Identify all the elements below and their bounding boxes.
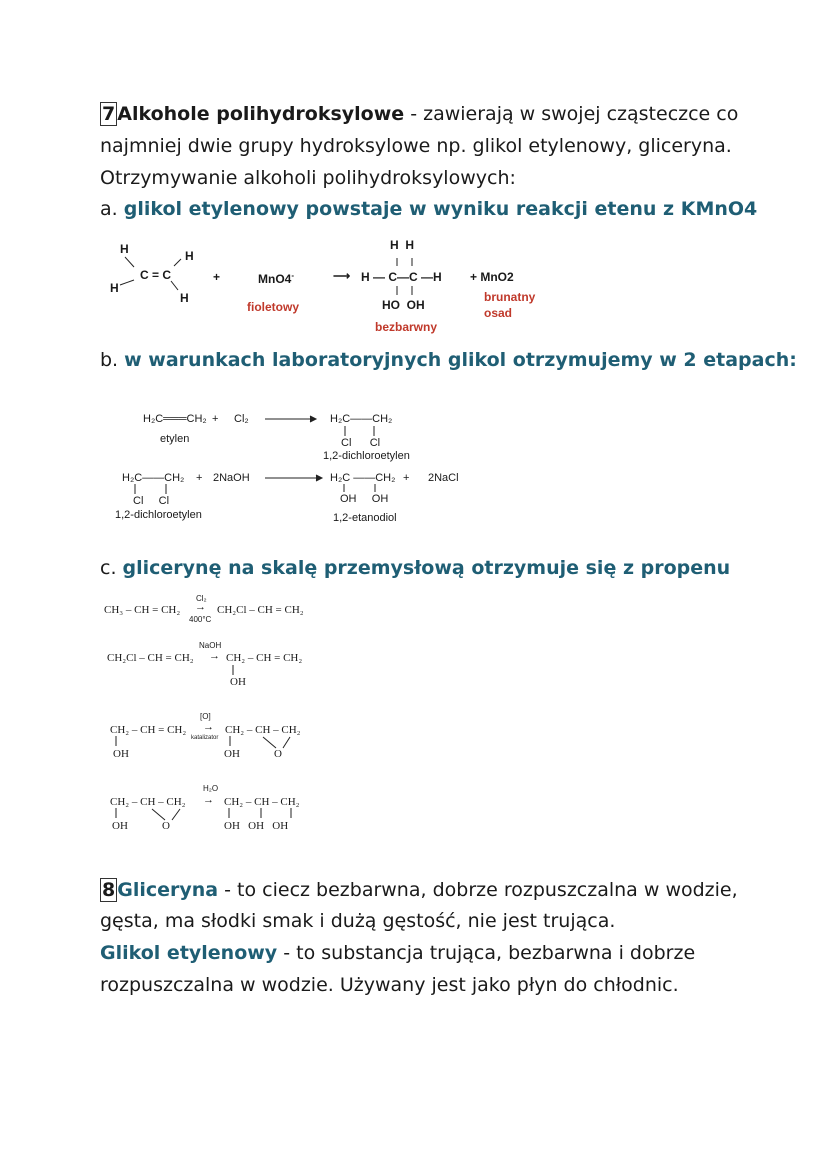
b2-byproduct: 2NaCl	[428, 472, 459, 484]
c4-cond-top: H₂O	[203, 784, 219, 793]
c1-cond-top: Cl₂	[196, 594, 207, 603]
section7-line2: najmniej dwie grupy hydroksylowe np. glikol etylenowy, gliceryna.	[100, 135, 732, 157]
section7-number: 7	[102, 103, 116, 125]
ethene-cc: C = C	[140, 268, 172, 282]
c2-oh: OH	[230, 676, 246, 688]
c1-left: CH₃ – CH = CH₂	[104, 604, 181, 616]
section7-def: - zawierają w swojej cząsteczce co	[404, 103, 739, 125]
c3-left: CH₂ – CH = CH₂	[110, 724, 187, 736]
section8-line1: 8 Gliceryna - to ciecz bezbarwna, dobrze rozpuszczalna w wodzie,	[102, 879, 738, 901]
product-bottom: HO OH	[382, 298, 425, 312]
c2-cond-top: NaOH	[199, 641, 222, 650]
ethene-h-top-left: H	[120, 242, 129, 256]
c3-cond-bottom: katalizator	[191, 735, 219, 741]
ethene-h-top-right: H	[185, 249, 194, 263]
c3-right-oh: OH	[224, 748, 240, 760]
b1-product-sub: Cl Cl	[341, 437, 381, 449]
c1-cond-bottom: 400°C	[189, 615, 212, 624]
ethene-h-bottom-right: H	[180, 291, 189, 305]
b1-left: H₂C═══CH₂	[143, 413, 207, 425]
item-b-text: w warunkach laboratoryjnych glikol otrzymujemy w 2 etapach:	[124, 349, 797, 371]
c2-arrow: →	[209, 650, 220, 662]
b2-plus: +	[196, 472, 203, 484]
c2-right: CH₂ – CH = CH₂	[226, 652, 303, 664]
b1-product-label: 1,2-dichloroetylen	[323, 450, 410, 462]
c2-left: CH₂Cl – CH = CH₂	[107, 652, 194, 664]
c3-right: CH₂ – CH – CH₂	[225, 724, 301, 736]
item-a-text: glikol etylenowy powstaje w wyniku reakcji etenu z KMnO4	[123, 198, 758, 220]
section7-term: Alkohole polihydroksylowe	[117, 103, 405, 125]
b2-product-label: 1,2-etanodiol	[333, 512, 397, 524]
c3-left-oh: OH	[113, 748, 129, 760]
section8-term2: Glikol etylenowy	[100, 942, 278, 964]
c1-right: CH₂Cl – CH = CH₂	[217, 604, 304, 616]
item-c-heading: c. glicerynę na skalę przemysłową otrzymuje się z propenu	[100, 557, 731, 579]
reaction-a-plus: +	[213, 270, 221, 284]
b2-product-sub: OH OH	[340, 493, 389, 505]
section7-line3: Otrzymywanie alkoholi polihydroksylowych:	[100, 167, 516, 189]
product-mid: H — C—C —H	[361, 270, 442, 284]
reagent-mno4: MnO4-	[258, 271, 295, 286]
item-b-heading: b. w warunkach laboratoryjnych glikol otrzymujemy w 2 etapach:	[100, 349, 797, 371]
section8-line3: Glikol etylenowy - to substancja trująca, bezbarwna i dobrze	[100, 942, 696, 964]
byproduct: + MnO2	[470, 270, 514, 284]
product-label: bezbarwny	[375, 320, 438, 334]
section8-line2: gęsta, ma słodki smak i dużą gęstość, nie jest trująca.	[100, 910, 616, 932]
b2-left: H₂C——CH₂	[122, 472, 185, 484]
b1-reagent: Cl₂	[234, 413, 249, 425]
byproduct-label-2: osad	[484, 306, 513, 320]
c1-arrow: →	[195, 601, 206, 613]
b1-plus: +	[212, 413, 219, 425]
item-a-heading: a. glikol etylenowy powstaje w wyniku reakcji etenu z KMnO4	[100, 198, 758, 220]
b1-left-label: etylen	[160, 433, 190, 445]
c3-right-o: O	[274, 748, 282, 760]
c4-left-o: O	[162, 820, 170, 832]
section8-term1: Gliceryna	[117, 879, 219, 901]
c4-right: CH₂ – CH – CH₂	[224, 796, 300, 808]
c4-arrow: →	[203, 794, 214, 806]
c3-cond-top: [O]	[200, 712, 211, 721]
c4-right-oh: OH OH OH	[224, 820, 289, 832]
ethene-h-bottom-left: H	[110, 281, 119, 295]
b2-reagent: 2NaOH	[213, 472, 250, 484]
section7-line1	[100, 103, 738, 125]
section8-number: 8	[102, 879, 116, 901]
b2-plus2: +	[403, 472, 410, 484]
reaction-a-arrow: ⟶	[333, 269, 351, 283]
c4-left-oh: OH	[112, 820, 128, 832]
c4-left: CH₂ – CH – CH₂	[110, 796, 186, 808]
b2-left-label: 1,2-dichloroetylen	[115, 509, 202, 521]
product-top: H H	[390, 238, 414, 252]
b2-left-sub: Cl Cl	[133, 495, 170, 507]
reagent-label: fioletowy	[247, 300, 300, 314]
byproduct-label-1: brunatny	[484, 290, 536, 304]
item-c-text: glicerynę na skalę przemysłową otrzymuje się z propenu	[122, 557, 731, 579]
c3-arrow: →	[203, 721, 214, 733]
b1-product: H₂C——CH₂	[330, 413, 393, 425]
b2-product: H₂C ——CH₂	[330, 472, 396, 484]
section8-line4: rozpuszczalna w wodzie. Używany jest jako płyn do chłodnic.	[100, 974, 679, 996]
